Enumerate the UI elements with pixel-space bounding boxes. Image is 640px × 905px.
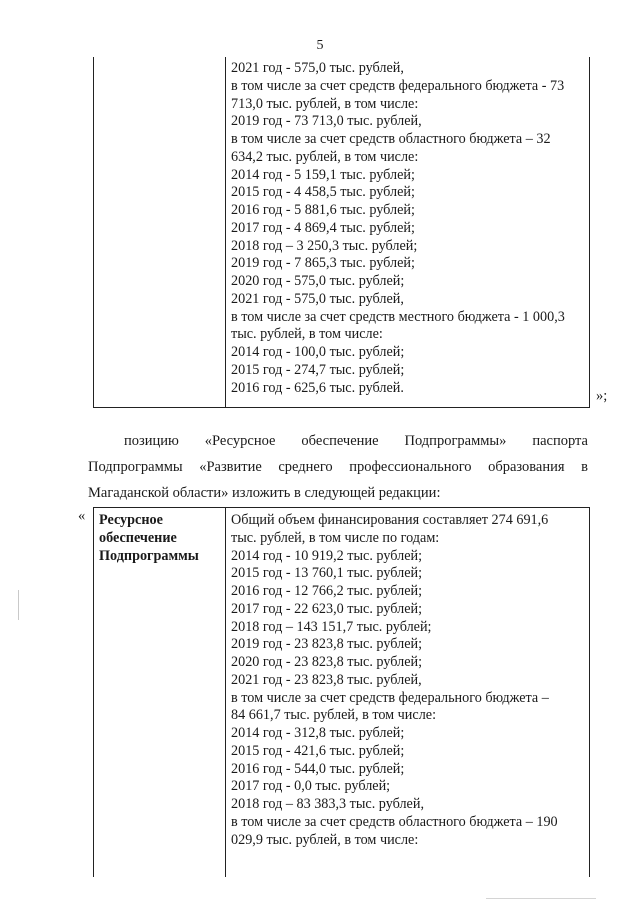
resource-label <box>99 512 199 565</box>
funding-line: 2019 год - 23 823,8 тыс. рублей; <box>231 636 423 653</box>
paragraph-word: позицию <box>124 433 179 449</box>
resource-label-line: Подпрограммы <box>99 547 199 564</box>
paragraph-word: Подпрограммы <box>88 459 183 475</box>
paragraph-word: профессионального <box>349 459 472 475</box>
funding-table-continued <box>93 57 590 408</box>
paragraph-word: «Ресурсное <box>204 433 276 449</box>
funding-line: 2020 год - 23 823,8 тыс. рублей; <box>231 654 423 670</box>
opening-quote-mark: « <box>78 508 86 524</box>
funding-line: тыс. рублей, в том числе: <box>231 326 383 343</box>
funding-line: 2015 год - 4 458,5 тыс. рублей; <box>231 184 415 201</box>
scan-artifact <box>18 590 19 620</box>
funding-line: тыс. рублей, в том числе по годам: <box>231 529 440 546</box>
table-column-divider <box>225 508 226 877</box>
funding-line: 2016 год - 625,6 тыс. рублей. <box>231 379 404 396</box>
resource-label-line: обеспечение <box>99 529 177 546</box>
paragraph-line-2 <box>88 457 588 477</box>
table-column-divider <box>225 57 226 407</box>
page-number: 5 <box>316 38 324 53</box>
funding-line: 2017 год - 0,0 тыс. рублей; <box>231 778 391 795</box>
paragraph-word: в <box>581 459 588 475</box>
funding-line: 2018 год – 3 250,3 тыс. рублей; <box>231 237 418 254</box>
resource-table <box>93 507 590 877</box>
funding-line: 2015 год - 13 760,1 тыс. рублей; <box>231 565 423 582</box>
paragraph-line-3: Магаданской области» изложить в следующей редакции: <box>88 485 441 501</box>
paragraph-word: образования <box>488 459 565 475</box>
funding-line: 2014 год - 10 919,2 тыс. рублей; <box>231 547 423 564</box>
funding-line: 2021 год - 23 823,8 тыс. рублей, <box>231 671 422 688</box>
funding-line: 2018 год – 143 151,7 тыс. рублей; <box>231 618 432 635</box>
funding-line: 2016 год - 12 766,2 тыс. рублей; <box>231 583 423 599</box>
funding-line: 2015 год - 274,7 тыс. рублей; <box>231 361 405 378</box>
paragraph-word: «Развитие <box>199 459 262 475</box>
funding-line: в том числе за счет средств федерального бюджета – <box>231 689 549 706</box>
scan-artifact <box>486 898 596 899</box>
funding-line: 2014 год - 312,8 тыс. рублей; <box>231 725 405 741</box>
funding-line: 2017 год - 22 623,0 тыс. рублей; <box>231 600 423 617</box>
funding-line: 2018 год – 83 383,3 тыс. рублей, <box>231 796 424 812</box>
funding-lines <box>231 60 583 397</box>
funding-line: 2020 год - 575,0 тыс. рублей; <box>231 273 405 289</box>
funding-line: в том числе за счет средств областного бюджета – 32 <box>231 131 551 147</box>
closing-quote-mark: »; <box>596 388 608 404</box>
funding-line: 634,2 тыс. рублей, в том числе: <box>231 148 419 165</box>
funding-line: 2019 год - 7 865,3 тыс. рублей; <box>231 255 415 272</box>
funding-line: 2015 год - 421,6 тыс. рублей; <box>231 742 405 759</box>
funding-line: 2016 год - 5 881,6 тыс. рублей; <box>231 202 415 218</box>
paragraph-line-1 <box>88 431 588 451</box>
resource-lines <box>231 512 583 849</box>
funding-line: 713,0 тыс. рублей, в том числе: <box>231 95 419 112</box>
funding-line: 2021 год - 575,0 тыс. рублей, <box>231 60 404 76</box>
funding-line: 2017 год - 4 869,4 тыс. рублей; <box>231 219 415 236</box>
funding-line: 2014 год - 100,0 тыс. рублей; <box>231 344 405 360</box>
funding-line: 2014 год - 5 159,1 тыс. рублей; <box>231 166 415 183</box>
funding-line: 2021 год - 575,0 тыс. рублей, <box>231 290 404 307</box>
funding-line: в том числе за счет средств федерального бюджета - 73 <box>231 77 565 94</box>
paragraph-word: обеспечение <box>301 433 379 449</box>
paragraph-word: среднего <box>278 459 333 475</box>
paragraph-word: Подпрограммы» <box>404 433 507 449</box>
funding-line: Общий объем финансирования составляет 274 691,6 <box>231 512 549 528</box>
funding-line: в том числе за счет средств областного бюджета – 190 <box>231 813 558 830</box>
paragraph-word: паспорта <box>532 433 588 449</box>
funding-line: 84 661,7 тыс. рублей, в том числе: <box>231 707 437 724</box>
funding-line: 2016 год - 544,0 тыс. рублей; <box>231 760 405 777</box>
resource-label-line: Ресурсное <box>99 512 163 528</box>
funding-line: 2019 год - 73 713,0 тыс. рублей, <box>231 113 422 130</box>
funding-line: в том числе за счет средств местного бюджета - 1 000,3 <box>231 308 565 325</box>
funding-line: 029,9 тыс. рублей, в том числе: <box>231 831 419 848</box>
